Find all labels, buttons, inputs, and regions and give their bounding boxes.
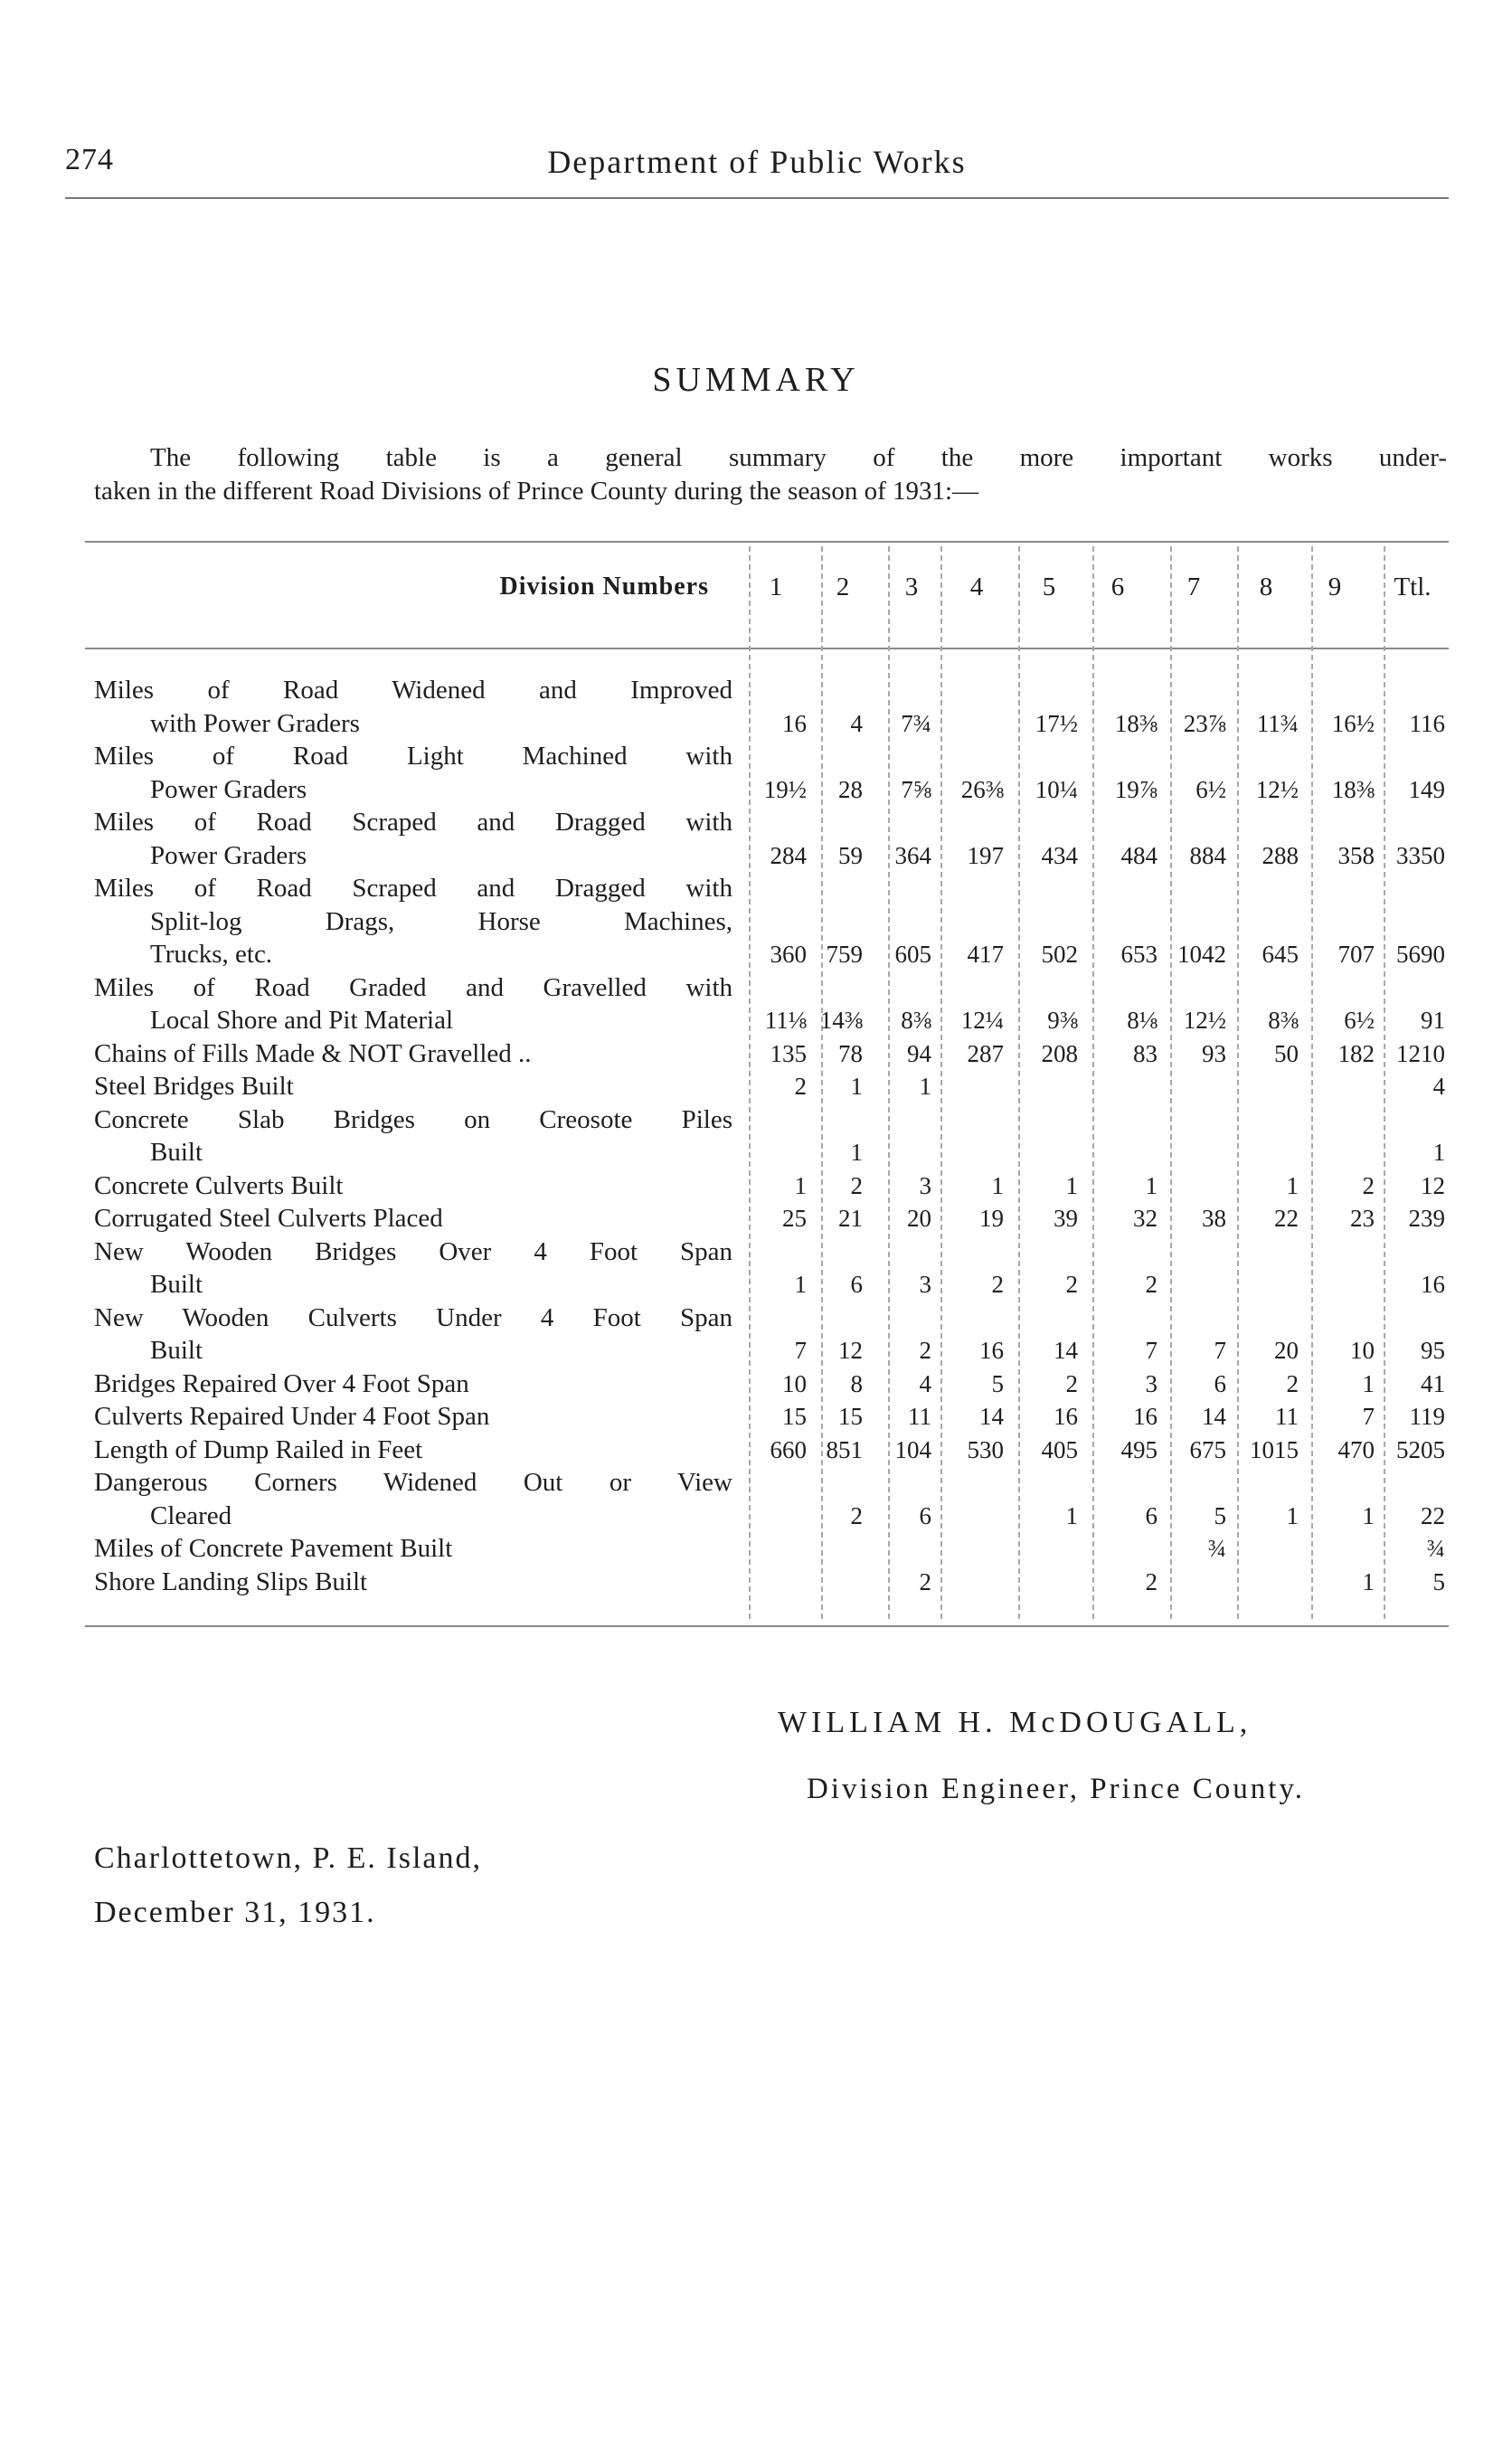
table-cell: 41	[1421, 1369, 1445, 1397]
row-label-line: with Power Graders	[150, 708, 360, 738]
row-label-line: Miles of Road Graded and Gravelled with	[94, 972, 732, 1002]
column-header-5: 5	[1042, 573, 1056, 601]
table-cell: 2	[1286, 1369, 1299, 1397]
row-label-line: Split-log Drags, Horse Machines,	[150, 906, 732, 936]
table-cell: 10¼	[1035, 775, 1078, 803]
table-row-label	[94, 1466, 732, 1532]
table-cell: 7⅝	[901, 775, 931, 803]
table-row-label	[94, 1103, 732, 1169]
table-cell: 6	[850, 1271, 863, 1298]
table-cell: 19	[979, 1205, 1004, 1232]
table-cell: 1	[991, 1171, 1004, 1199]
table-cell: 759	[826, 941, 863, 968]
table-cell: 3	[919, 1271, 931, 1298]
table-row-label	[94, 1400, 732, 1434]
table-cell: 1	[1362, 1567, 1375, 1595]
table-cell: ¾	[1207, 1535, 1226, 1562]
header-rule	[65, 197, 1449, 199]
page-title: SUMMARY	[652, 361, 860, 399]
table-cell: 16	[1421, 1271, 1445, 1298]
table-cell: 1210	[1396, 1039, 1445, 1067]
table-cell: 91	[1421, 1007, 1445, 1034]
table-cell: 5	[1214, 1501, 1226, 1529]
table-cell: 1	[794, 1271, 807, 1298]
table-cell: 284	[770, 841, 807, 869]
table-cell: 78	[838, 1039, 863, 1067]
row-label-line: Built	[150, 1270, 203, 1299]
column-header-8: 8	[1259, 573, 1273, 601]
table-cell: 2	[919, 1337, 931, 1364]
table-cell: 10	[782, 1369, 807, 1397]
table-row-label	[94, 1202, 732, 1235]
table-cell: 1	[1286, 1501, 1299, 1529]
table-cell: 8⅜	[901, 1007, 931, 1034]
table-cell: 21	[838, 1205, 863, 1232]
row-label-line: Miles of Road Light Machined with	[94, 742, 732, 771]
table-cell: 12	[838, 1337, 863, 1364]
row-label-line: Cleared	[150, 1500, 232, 1530]
table-cell: 434	[1041, 841, 1078, 869]
row-label-line: Corrugated Steel Culverts Placed	[94, 1204, 443, 1233]
table-cell: 2	[850, 1501, 863, 1529]
table-cell: 25	[782, 1205, 807, 1232]
table-cell: 1	[1065, 1501, 1078, 1529]
table-cell: 2	[794, 1073, 807, 1100]
table-cell: 16	[1054, 1403, 1078, 1430]
table-cell: 1	[794, 1171, 807, 1199]
intro-line-1: The following table is a general summary of the more important works under-	[150, 443, 1447, 472]
table-cell: 502	[1041, 941, 1078, 968]
row-label-line: Shore Landing Slips Built	[94, 1566, 368, 1596]
table-cell: 95	[1421, 1337, 1445, 1364]
table-cell: 1042	[1177, 941, 1226, 968]
table-cell: 22	[1421, 1501, 1445, 1529]
table-row-label	[94, 1434, 732, 1467]
table-cell: 8	[850, 1369, 863, 1397]
row-label-line: Local Shore and Pit Material	[150, 1006, 454, 1035]
table-cell: 7¾	[901, 709, 931, 737]
table-cell: 11¾	[1256, 709, 1299, 737]
table-cell: 484	[1120, 841, 1158, 869]
table-cell: 19⅞	[1114, 775, 1158, 803]
table-cell: 20	[907, 1205, 931, 1232]
row-label-line: Built	[150, 1336, 203, 1365]
table-cell: 119	[1409, 1403, 1445, 1430]
table-cell: 288	[1262, 841, 1299, 869]
table-cell: 2	[991, 1271, 1004, 1298]
table-cell: 12¼	[960, 1007, 1004, 1034]
table-cell: 1	[1432, 1139, 1445, 1166]
table-cell: 15	[838, 1403, 863, 1430]
table-cell: 6½	[1195, 775, 1226, 803]
column-header-2: 2	[836, 573, 850, 601]
table-row-label	[94, 971, 732, 1037]
table-cell: 660	[770, 1435, 807, 1463]
table-cell: 6	[1145, 1501, 1158, 1529]
row-label-line: New Wooden Culverts Under 4 Foot Span	[94, 1302, 732, 1332]
table-row-label	[94, 1169, 732, 1203]
intro-paragraph	[94, 441, 1447, 508]
table-cell: 1	[850, 1073, 863, 1100]
table-cell: 4	[1432, 1073, 1445, 1100]
table-cell: 11⅛	[764, 1007, 807, 1034]
signature-title: Division Engineer, Prince County.	[807, 1773, 1306, 1805]
table-cell: 3	[919, 1171, 931, 1199]
table-cell: 12½	[1255, 775, 1299, 803]
table-cell: 6	[1214, 1369, 1226, 1397]
page-number: 274	[65, 143, 114, 176]
table-cell: 28	[838, 775, 863, 803]
table-cell: 182	[1337, 1039, 1375, 1067]
table-cell: 197	[967, 841, 1004, 869]
table-cell: 59	[838, 841, 863, 869]
table-cell: 38	[1202, 1205, 1226, 1232]
table-cell: 20	[1274, 1337, 1299, 1364]
table-cell: 470	[1337, 1435, 1375, 1463]
table-cell: 12½	[1183, 1007, 1226, 1034]
table-cell: 16½	[1331, 709, 1375, 737]
table-cell: 11	[908, 1403, 931, 1430]
table-cell: 7	[794, 1337, 807, 1364]
table-cell: 2	[1362, 1171, 1375, 1199]
table-cell: 417	[967, 941, 1004, 968]
column-header-7: 7	[1186, 573, 1201, 601]
running-title: Department of Public Works	[547, 144, 967, 180]
table-cell: 358	[1337, 841, 1375, 869]
intro-line-2: taken in the different Road Divisions of Prince County during the season of 1931:—	[94, 477, 979, 506]
table-cell: 5205	[1396, 1435, 1445, 1463]
table-cell: 23⅞	[1183, 709, 1226, 737]
place-line: Charlottetown, P. E. Island,	[94, 1841, 483, 1875]
table-cell: 135	[770, 1039, 807, 1067]
table-cell: 5	[1432, 1567, 1445, 1595]
table-cell: 239	[1408, 1205, 1445, 1232]
table-cell: 23	[1350, 1205, 1375, 1232]
row-label-line: Culverts Repaired Under 4 Foot Span	[94, 1402, 490, 1431]
table-top-rule	[85, 541, 1449, 543]
table-row-label	[94, 1235, 732, 1301]
table-cell: 364	[894, 841, 931, 869]
table-cell: 2	[1065, 1271, 1078, 1298]
row-label-line: Miles of Road Scraped and Dragged with	[94, 874, 732, 903]
table-cell: 208	[1041, 1039, 1078, 1067]
table-row-label	[94, 740, 732, 806]
table-cell: 405	[1041, 1435, 1078, 1463]
table-cell: 5	[991, 1369, 1004, 1397]
table-cell: 83	[1133, 1039, 1158, 1067]
table-cell: 645	[1262, 941, 1299, 968]
table-cell: 2	[1145, 1567, 1158, 1595]
row-label-line: Trucks, etc.	[150, 940, 273, 969]
row-label-line: Bridges Repaired Over 4 Foot Span	[94, 1368, 469, 1398]
table-cell: 16	[1133, 1403, 1158, 1430]
table-cell: 1	[1362, 1501, 1375, 1529]
table-cell: 8⅜	[1268, 1007, 1299, 1034]
column-header-6: 6	[1110, 573, 1125, 601]
table-cell: ¾	[1426, 1535, 1445, 1562]
table-cell: 605	[894, 941, 931, 968]
table-cell: 4	[919, 1369, 931, 1397]
table-cell: 1015	[1250, 1435, 1299, 1463]
row-label-line: Chains of Fills Made & NOT Gravelled ..	[94, 1038, 532, 1068]
table-cell: 2	[919, 1567, 931, 1595]
table-cell: 1	[1286, 1171, 1299, 1199]
table-cell: 1	[1362, 1369, 1375, 1397]
table-cell: 14	[1054, 1337, 1078, 1364]
column-header-3: 3	[904, 573, 919, 601]
table-cell: 7	[1145, 1337, 1158, 1364]
row-label-line: Miles of Concrete Pavement Built	[94, 1534, 453, 1563]
table-cell: 2	[1145, 1271, 1158, 1298]
row-label-line: New Wooden Bridges Over 4 Foot Span	[94, 1236, 732, 1266]
table-cell: 495	[1120, 1435, 1158, 1463]
table-cell: 14	[1202, 1403, 1226, 1430]
table-cell: 1	[850, 1139, 863, 1166]
row-label-line: Miles of Road Widened and Improved	[94, 676, 732, 705]
table-cell: 2	[850, 1171, 863, 1199]
row-label-line: Concrete Culverts Built	[94, 1170, 344, 1200]
table-cell: 530	[967, 1435, 1004, 1463]
table-cell: 18⅜	[1331, 775, 1375, 803]
row-label-line: Steel Bridges Built	[94, 1072, 294, 1101]
table-cell: 8⅛	[1127, 1007, 1158, 1034]
table-row-label	[94, 1566, 732, 1599]
table-cell: 360	[770, 941, 807, 968]
table-row-label	[94, 806, 732, 872]
table-row-label	[94, 872, 732, 971]
table-cell: 7	[1214, 1337, 1226, 1364]
column-header-4: 4	[969, 573, 984, 601]
table-cell: 7	[1362, 1403, 1375, 1430]
table-cell: 16	[782, 709, 807, 737]
row-label-line: Built	[150, 1138, 203, 1167]
table-cell: 104	[894, 1435, 931, 1463]
table-cell: 93	[1202, 1039, 1226, 1067]
table-cell: 10	[1350, 1337, 1375, 1364]
table-row-label	[94, 1070, 732, 1103]
table-cell: 675	[1189, 1435, 1226, 1463]
table-row-label	[94, 1301, 732, 1368]
table-cell: 9⅜	[1047, 1007, 1078, 1034]
table-cell: 15	[782, 1403, 807, 1430]
table-cell: 2	[1065, 1369, 1078, 1397]
table-cell: 707	[1337, 941, 1375, 968]
table-cell: 884	[1189, 841, 1226, 869]
column-header-9: 9	[1328, 573, 1342, 601]
date-line: December 31, 1931.	[94, 1896, 376, 1929]
table-cell: 32	[1133, 1205, 1158, 1232]
table-cell: 287	[967, 1039, 1004, 1067]
table-row-label	[94, 1037, 732, 1071]
row-label-line: Power Graders	[150, 774, 307, 804]
table-cell: 18⅜	[1114, 709, 1158, 737]
table-cell: 3350	[1396, 841, 1445, 869]
table-bottom-rule	[85, 1625, 1449, 1627]
column-header-10: Ttl.	[1394, 573, 1432, 601]
table-cell: 11	[1275, 1403, 1299, 1430]
table-cell: 149	[1408, 775, 1445, 803]
signature-name: WILLIAM H. McDOUGALL,	[778, 1706, 1252, 1739]
table-cell: 1	[919, 1073, 931, 1100]
table-row-label	[94, 1368, 732, 1401]
table-cell: 94	[907, 1039, 931, 1067]
table-cell: 1	[1065, 1171, 1078, 1199]
table-cell: 26⅜	[960, 775, 1004, 803]
table-cell: 116	[1409, 709, 1445, 737]
table-cell: 3	[1145, 1369, 1158, 1397]
table-cell: 50	[1274, 1039, 1299, 1067]
division-numbers-label: Division Numbers	[499, 573, 709, 601]
row-label-line: Length of Dump Railed in Feet	[94, 1434, 423, 1464]
table-cell: 39	[1054, 1205, 1078, 1232]
page-header	[65, 143, 1449, 185]
table-cell: 14	[979, 1403, 1004, 1430]
table-cell: 6½	[1344, 1007, 1375, 1034]
table-cell: 12	[1421, 1171, 1445, 1199]
table-cell: 4	[850, 709, 863, 737]
table-cell: 851	[826, 1435, 863, 1463]
table-cell: 22	[1274, 1205, 1299, 1232]
table-cell: 6	[919, 1501, 931, 1529]
table-cell: 16	[979, 1337, 1004, 1364]
row-label-line: Concrete Slab Bridges on Creosote Piles	[94, 1104, 732, 1134]
table-row-label	[94, 674, 732, 740]
table-cell: 1	[1145, 1171, 1158, 1199]
table-header-rule	[85, 648, 1449, 649]
table-cell: 17½	[1035, 709, 1078, 737]
table-row-label	[94, 1532, 732, 1566]
table-cell: 5690	[1396, 941, 1445, 968]
row-label-line: Power Graders	[150, 840, 307, 870]
column-header-1: 1	[769, 573, 783, 601]
table-cell: 14⅜	[819, 1007, 863, 1034]
table-cell: 19½	[763, 775, 807, 803]
table-cell: 653	[1120, 941, 1158, 968]
row-label-line: Miles of Road Scraped and Dragged with	[94, 808, 732, 837]
row-label-line: Dangerous Corners Widened Out or View	[94, 1468, 732, 1497]
